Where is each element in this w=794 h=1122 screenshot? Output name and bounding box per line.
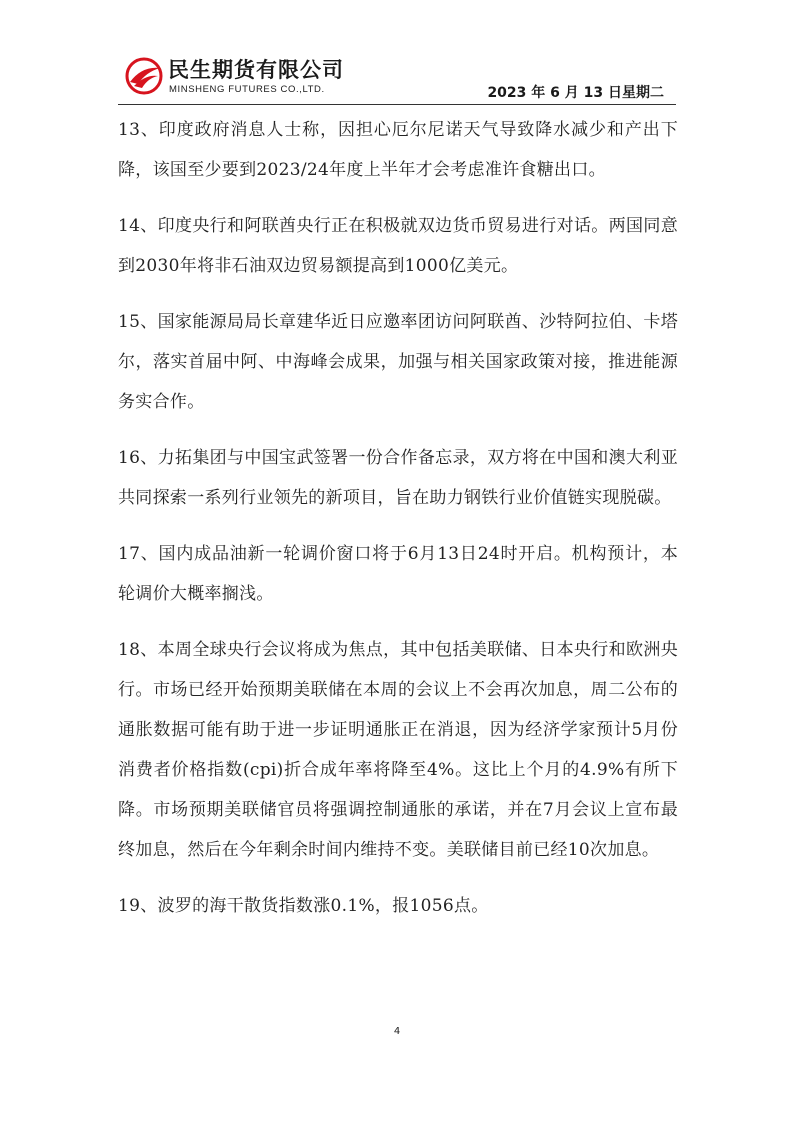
company-name-cn: 民生期货有限公司 [168, 58, 344, 82]
news-item-19: 19、波罗的海干散货指数涨0.1%，报1056点。 [118, 896, 489, 916]
news-item-16: 16、力拓集团与中国宝武签署一份合作备忘录，双方将在中国和澳大利亚共同探索一系列行业领先的新项目，旨在助力钢铁行业价值链实现脱碳。 [118, 448, 678, 508]
news-item-13: 13、印度政府消息人士称，因担心厄尔尼诺天气导致降水减少和产出下降，该国至少要到2023/24年度上半年才会考虑准许食糖出口。 [118, 120, 678, 180]
page-number: 4 [393, 1026, 401, 1037]
minsheng-logo-icon [124, 56, 164, 96]
page-header [0, 0, 794, 110]
news-item-14: 14、印度央行和阿联酋央行正在积极就双边货币贸易进行对话。两国同意到2030年将非石油双边贸易额提高到1000亿美元。 [118, 216, 678, 276]
news-item-17: 17、国内成品油新一轮调价窗口将于6月13日24时开启。机构预计，本轮调价大概率搁浅。 [118, 544, 678, 604]
company-logo [124, 52, 364, 102]
news-list [118, 110, 678, 942]
report-date: 2023 年 6 月 13 日星期二 [487, 85, 664, 101]
news-item-18: 18、本周全球央行会议将成为焦点，其中包括美联储、日本央行和欧洲央行。市场已经开始预期美联储在本周的会议上不会再次加息，周二公布的通胀数据可能有助于进一步证明通胀正在消退，因为经济学家预计5月份消费者价格指数(cpi)折合成年率将降至4%。这比上个月的4.9%有所下降。市场预期美联储官员将强调控制通胀的承诺，并在7月会议上宣布最终加息，然后在今年剩余时间内维持不变。美联储目前已经10次加息。 [118, 640, 678, 860]
company-name-en: MINSHENG FUTURES CO.,LTD. [169, 84, 325, 95]
news-item-15: 15、国家能源局局长章建华近日应邀率团访问阿联酋、沙特阿拉伯、卡塔尔，落实首届中阿、中海峰会成果，加强与相关国家政策对接，推进能源务实合作。 [118, 312, 678, 412]
header-divider [118, 104, 676, 105]
